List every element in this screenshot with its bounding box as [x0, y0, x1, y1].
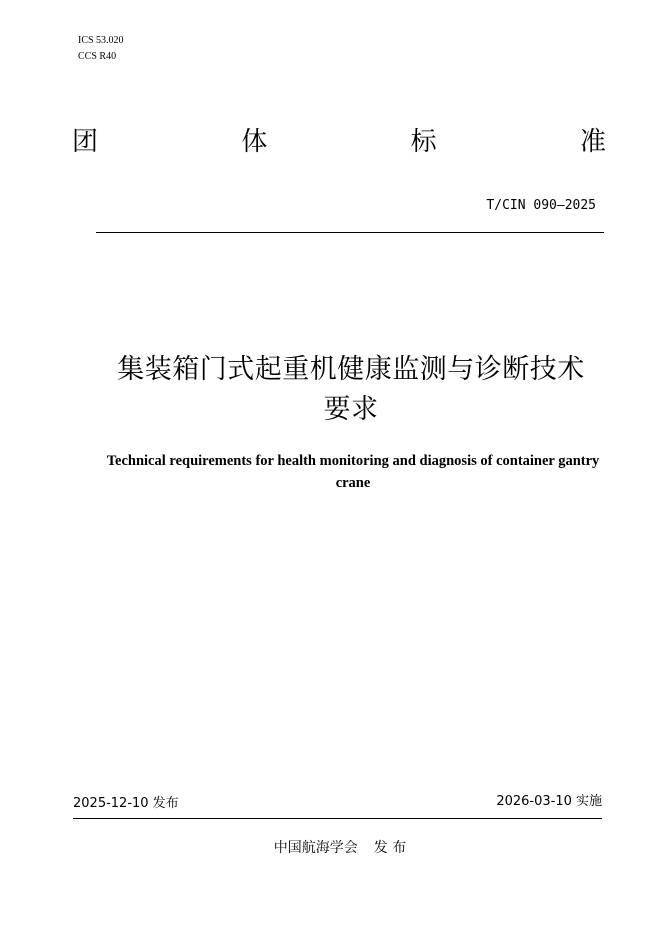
- english-title-line-1: Technical requirements for health monitoring and diagnosis of container gantry: [106, 453, 600, 469]
- ccs-code: CCS R40: [78, 51, 117, 62]
- english-title: [66, 450, 640, 494]
- standard-type-heading: [72, 124, 606, 160]
- publisher-line: [0, 838, 662, 858]
- english-title-line-2: crane: [335, 475, 371, 491]
- chinese-title-line-2: 要求: [323, 394, 379, 425]
- issue-date: 2025-12-10 发布: [73, 796, 179, 811]
- standard-type-char: 标: [410, 127, 437, 157]
- top-divider: [96, 232, 604, 233]
- ics-code: ICS 53.020: [78, 35, 124, 46]
- chinese-title: [60, 350, 642, 430]
- chinese-title-line-1: 集装箱门式起重机健康监测与诊断技术: [117, 354, 585, 385]
- publisher-action: 发 布: [373, 840, 407, 856]
- publisher-name: 中国航海学会: [273, 840, 358, 856]
- bottom-divider: [73, 818, 602, 819]
- standard-type-char: 体: [241, 127, 268, 157]
- standard-number: T/CIN 090—2025: [486, 198, 596, 213]
- classification-codes: [78, 33, 124, 65]
- standard-type-char: 准: [579, 127, 606, 157]
- implementation-date: 2026-03-10 实施: [496, 794, 602, 809]
- standard-type-char: 团: [72, 127, 99, 157]
